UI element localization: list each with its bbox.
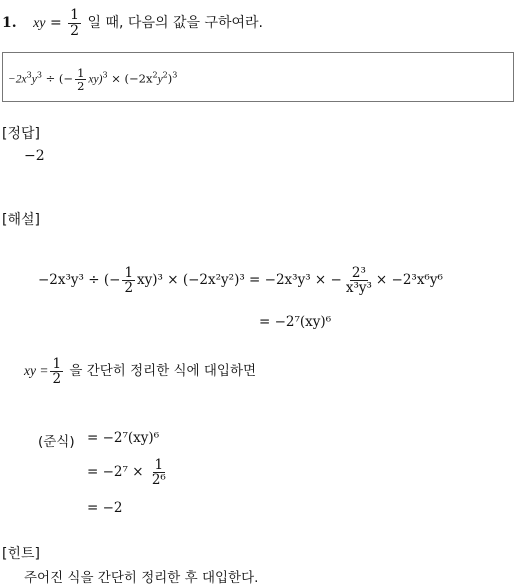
box-term-5: × (−2x <box>107 71 153 86</box>
line1-frac2-den: x³y³ <box>345 280 372 297</box>
hint-label: [힌트] <box>2 546 40 562</box>
calc2-frac-num: 1 <box>154 457 164 473</box>
line1-frac-num: 1 <box>124 265 134 281</box>
box-exp: 3 <box>172 70 178 80</box>
box-frac-den: 2 <box>77 79 85 94</box>
calc-line-1: = −2⁷(xy)⁶ <box>87 430 160 446</box>
hint-text: 주어진 식을 간단히 정리한 후 대입한다. <box>24 570 259 586</box>
box-term-4: xy) <box>88 73 103 86</box>
box-exp: 3 <box>36 70 42 80</box>
question-frac-den: 2 <box>70 22 80 39</box>
answer-value: −2 <box>24 148 45 164</box>
line1-frac-den: 2 <box>124 280 134 297</box>
box-term-3: ÷ (− <box>41 71 74 86</box>
question-tail: 일 때, 다음의 값을 구하여라. <box>87 15 263 32</box>
box-exp: 3 <box>102 70 108 80</box>
solution-line-1 <box>38 266 443 295</box>
line1-right: × −2³x⁶y⁶ <box>375 272 443 289</box>
calc-label: (준식) <box>38 434 75 450</box>
box-frac-num: 1 <box>77 66 85 80</box>
calc2-left: = −2⁷ × <box>87 464 144 481</box>
box-fraction <box>75 67 86 92</box>
calc2-frac-den: 2⁶ <box>151 472 166 489</box>
expression-box <box>2 52 514 102</box>
sub-lhs: xy = <box>24 363 49 379</box>
sub-frac-den: 2 <box>52 371 62 388</box>
sub-frac-num: 1 <box>52 356 62 372</box>
box-expression <box>8 67 177 92</box>
box-term-2: y <box>31 73 37 86</box>
solution-line-2: = −2⁷(xy)⁶ <box>259 314 332 330</box>
substitution-line <box>24 357 256 386</box>
line1-mid: xy)³ × (−2x²y²)³ = −2x³y³ × − <box>137 272 342 289</box>
solution-label: [해설] <box>2 212 40 228</box>
line1-left: −2x³y³ ÷ (− <box>38 272 121 289</box>
question-eq: = <box>49 15 62 32</box>
box-exp: 3 <box>26 70 32 80</box>
question-frac-num: 1 <box>70 7 80 23</box>
sub-text: 을 간단히 정리한 식에 대입하면 <box>69 363 257 380</box>
calc-line-3: = −2 <box>87 500 123 516</box>
box-term-7: ) <box>167 71 173 86</box>
box-exp: 2 <box>152 70 158 80</box>
line1-frac2-num: 2³ <box>351 265 366 281</box>
calc-line-2 <box>87 458 170 487</box>
answer-label: [정답] <box>2 126 40 142</box>
box-exp: 2 <box>162 70 168 80</box>
question-number: 1. <box>2 15 17 32</box>
box-term-1: −2x <box>8 73 27 86</box>
question <box>2 8 263 38</box>
box-term-6: y <box>157 73 163 86</box>
question-lhs: xy <box>33 16 46 32</box>
question-fraction <box>68 8 81 38</box>
